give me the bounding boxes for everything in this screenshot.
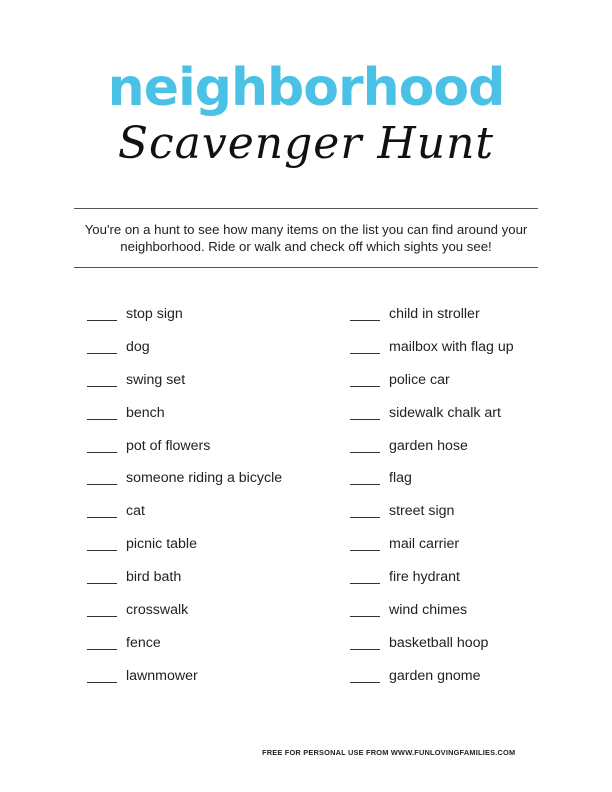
check-blank[interactable]	[87, 468, 117, 485]
top-divider	[74, 208, 538, 209]
checklist-right-column	[350, 304, 514, 699]
item-label: garden hose	[389, 437, 468, 454]
item-label: bench	[126, 404, 165, 421]
check-blank[interactable]	[87, 403, 117, 420]
check-blank[interactable]	[350, 567, 380, 584]
item-label: child in stroller	[389, 306, 480, 322]
check-blank[interactable]	[350, 370, 380, 387]
check-blank[interactable]	[87, 304, 117, 321]
checklist-item	[87, 600, 282, 633]
checklist-item	[87, 468, 282, 501]
check-blank[interactable]	[350, 436, 380, 453]
item-label: someone riding a bicycle	[126, 470, 283, 487]
checklist-item	[87, 337, 282, 370]
item-label: street sign	[389, 503, 455, 520]
item-label: garden gnome	[389, 667, 481, 684]
checklist-item	[350, 501, 514, 534]
checklist-item	[87, 403, 282, 436]
check-blank[interactable]	[87, 666, 117, 683]
check-blank[interactable]	[350, 337, 380, 354]
check-blank[interactable]	[87, 600, 117, 617]
item-label: pot of flowers	[126, 437, 211, 454]
checklist-item	[350, 633, 514, 666]
item-label: sidewalk chalk art	[389, 404, 501, 421]
check-blank[interactable]	[350, 534, 380, 551]
check-blank[interactable]	[87, 337, 117, 354]
checklist-left-column	[87, 304, 282, 699]
check-blank[interactable]	[350, 403, 380, 420]
checklist-item	[87, 436, 282, 469]
check-blank[interactable]	[350, 600, 380, 617]
item-label: bird bath	[126, 569, 182, 586]
checklist-item	[350, 600, 514, 633]
item-label: cat	[126, 503, 145, 520]
checklist-item	[87, 501, 282, 534]
check-blank[interactable]	[87, 567, 117, 584]
check-blank[interactable]	[87, 501, 117, 518]
checklist-item	[87, 633, 282, 666]
checklist-item	[350, 666, 514, 699]
intro-text: You're on a hunt to see how many items on the list you can find around your neighborhood. Ride or walk and check off which sights you see!	[84, 222, 528, 254]
check-blank[interactable]	[87, 436, 117, 453]
check-blank[interactable]	[350, 633, 380, 650]
check-blank[interactable]	[350, 501, 380, 518]
checklist-item	[350, 337, 514, 370]
checklist-item	[87, 534, 282, 567]
check-blank[interactable]	[87, 633, 117, 650]
checklist-item	[87, 304, 282, 337]
checklist-item	[87, 567, 282, 600]
item-label: fence	[126, 634, 161, 651]
checklist-item	[350, 403, 514, 436]
item-label: swing set	[126, 371, 186, 388]
checklist-item	[350, 436, 514, 469]
check-blank[interactable]	[87, 370, 117, 387]
item-label: fire hydrant	[389, 569, 460, 586]
check-blank[interactable]	[350, 666, 380, 683]
item-label: picnic table	[126, 536, 197, 553]
checklist-item	[350, 304, 514, 337]
bottom-divider	[74, 267, 538, 268]
footer-credit: FREE FOR PERSONAL USE FROM WWW.FUNLOVINGFAMILIES.COM	[262, 748, 516, 757]
checklist-item	[350, 370, 514, 403]
item-label: basketball hoop	[389, 634, 489, 651]
checklist-item	[350, 534, 514, 567]
item-label: flag	[389, 470, 412, 487]
item-label: mail carrier	[389, 536, 460, 553]
item-label: police car	[389, 371, 450, 388]
check-blank[interactable]	[87, 534, 117, 551]
item-label: dog	[126, 338, 150, 355]
checklist-item	[350, 468, 514, 501]
item-label: lawnmower	[126, 667, 198, 684]
checklist-item	[87, 370, 282, 403]
item-label: wind chimes	[389, 602, 468, 619]
check-blank[interactable]	[350, 304, 380, 321]
page-title: neighborhood	[107, 58, 505, 118]
page-subtitle: Scavenger Hunt	[117, 118, 495, 169]
item-label: stop sign	[126, 306, 183, 322]
check-blank[interactable]	[350, 468, 380, 485]
item-label: mailbox with flag up	[389, 338, 514, 355]
checklist-item	[87, 666, 282, 699]
checklist-item	[350, 567, 514, 600]
item-label: crosswalk	[126, 602, 189, 619]
